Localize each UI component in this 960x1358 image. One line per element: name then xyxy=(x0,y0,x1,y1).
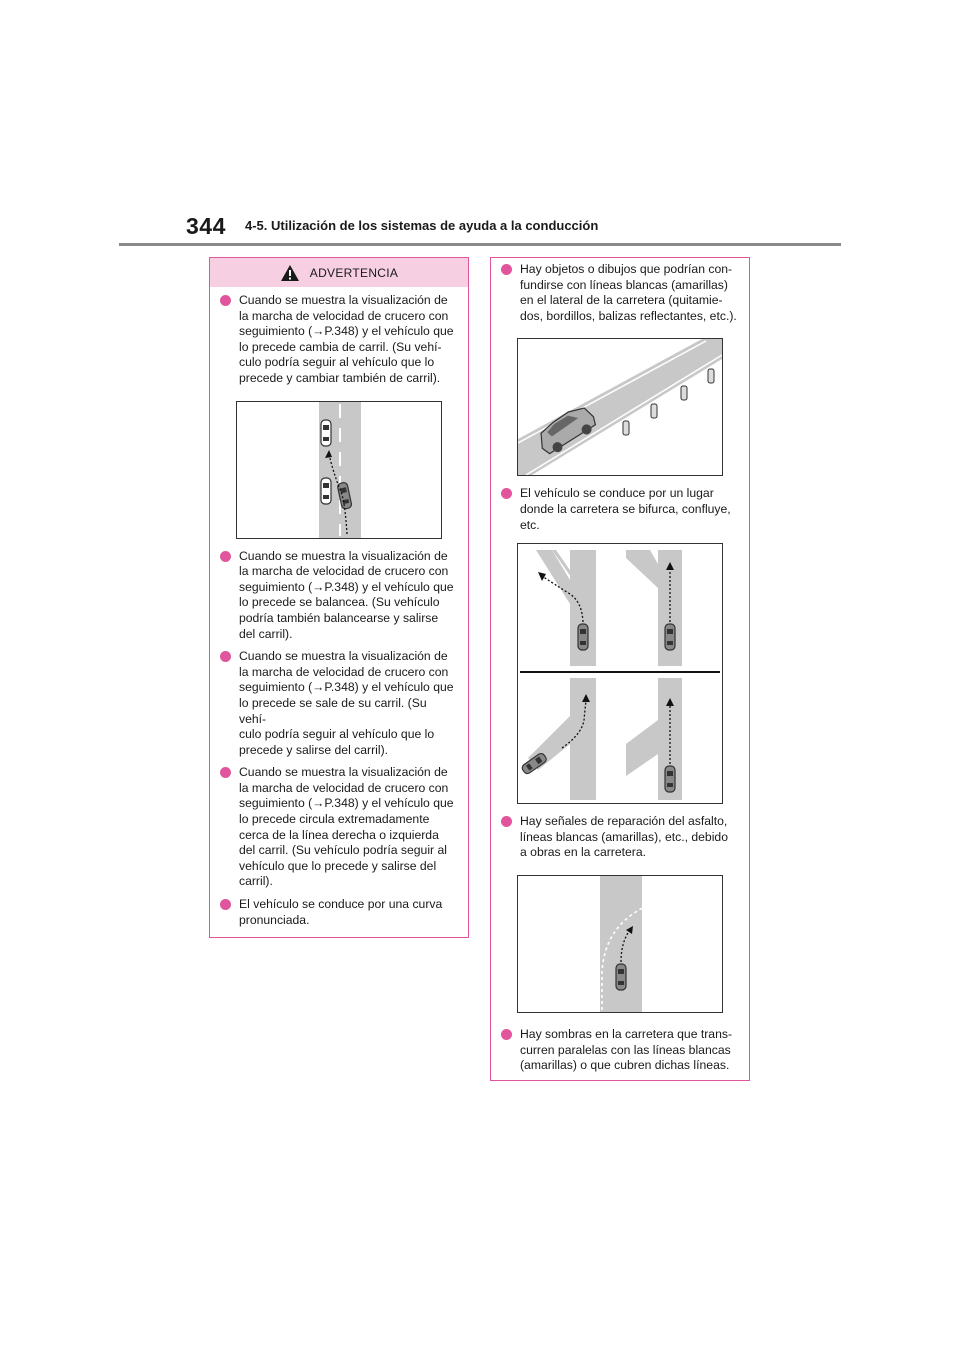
page-number: 344 xyxy=(186,213,226,239)
list-item xyxy=(220,649,456,758)
list-item-text: Cuando se muestra la visualización de la marcha de velocidad de crucero con seguimiento (→P.348) y el vehículo que lo precede se sale de su carril. (Su vehí- culo podría seguir al vehículo que lo precede y salirse del carril). xyxy=(239,649,454,757)
bullet-icon xyxy=(501,488,512,499)
lane-change-illustration xyxy=(236,401,442,539)
list-item-text: Cuando se muestra la visualización de la marcha de velocidad de crucero con seguimiento (→P.348) y el vehículo que lo precede circula extremadamente cerca de la línea derecha o izquierda del carril. (Su vehículo podría seguir al vehículo que lo precede y salirse del carril). xyxy=(239,765,454,889)
list-item-text: Cuando se muestra la visualización de la marcha de velocidad de crucero con seguimiento (→P.348) y el vehículo que lo precede cambia de carril. (Su vehí- culo podría seguir al vehículo que lo precede y cambiar también de carril). xyxy=(239,293,454,385)
list-item xyxy=(501,814,737,861)
list-item xyxy=(501,1027,737,1074)
roadside-objects-illustration xyxy=(517,338,723,476)
bullet-icon xyxy=(220,295,231,306)
bullet-icon xyxy=(220,767,231,778)
list-item xyxy=(220,549,456,643)
road-fork-illustration xyxy=(517,543,723,804)
bullet-icon xyxy=(220,651,231,662)
warning-title: ADVERTENCIA xyxy=(309,265,399,280)
list-item xyxy=(220,293,456,387)
list-item xyxy=(220,897,456,928)
list-item-text: Cuando se muestra la visualización de la marcha de velocidad de crucero con seguimiento (→P.348) y el vehículo que lo precede se balancea. (Su vehículo podría también balancearse y salirse del carril). xyxy=(239,548,454,641)
bullet-icon xyxy=(220,551,231,562)
list-item xyxy=(501,486,737,533)
list-item xyxy=(220,765,456,890)
bullet-icon xyxy=(501,1029,512,1040)
warning-box-continued xyxy=(490,257,750,1081)
bullet-icon xyxy=(220,899,231,910)
warning-triangle-icon xyxy=(280,264,300,282)
header-rule xyxy=(119,243,841,246)
road-repair-marks-illustration xyxy=(517,875,723,1013)
bullet-icon xyxy=(501,264,512,275)
list-item-text: El vehículo se conduce por una curva pronunciada. xyxy=(239,897,443,927)
section-title: 4-5. Utilización de los sistemas de ayuda a la conducción xyxy=(245,218,599,233)
warning-header xyxy=(210,258,468,287)
warning-box xyxy=(209,257,469,938)
list-item-text: Hay señales de reparación del asfalto, líneas blancas (amarillas), etc., debido a obras en la carretera. xyxy=(520,814,728,860)
bullet-icon xyxy=(501,816,512,827)
list-item-text: Hay sombras en la carretera que trans- curren paralelas con las líneas blancas (amarillas) o que cubren dichas líneas. xyxy=(520,1026,733,1073)
list-item-text: Hay objetos o dibujos que podrían con- fundirse con líneas blancas (amarillas) en el lateral de la carretera (quitamie- dos, bordillos, balizas reflectantes, etc.). xyxy=(520,262,737,323)
list-item-text: El vehículo se conduce por un lugar donde la carretera se bifurca, confluye, etc. xyxy=(520,486,731,532)
list-item xyxy=(501,262,737,324)
